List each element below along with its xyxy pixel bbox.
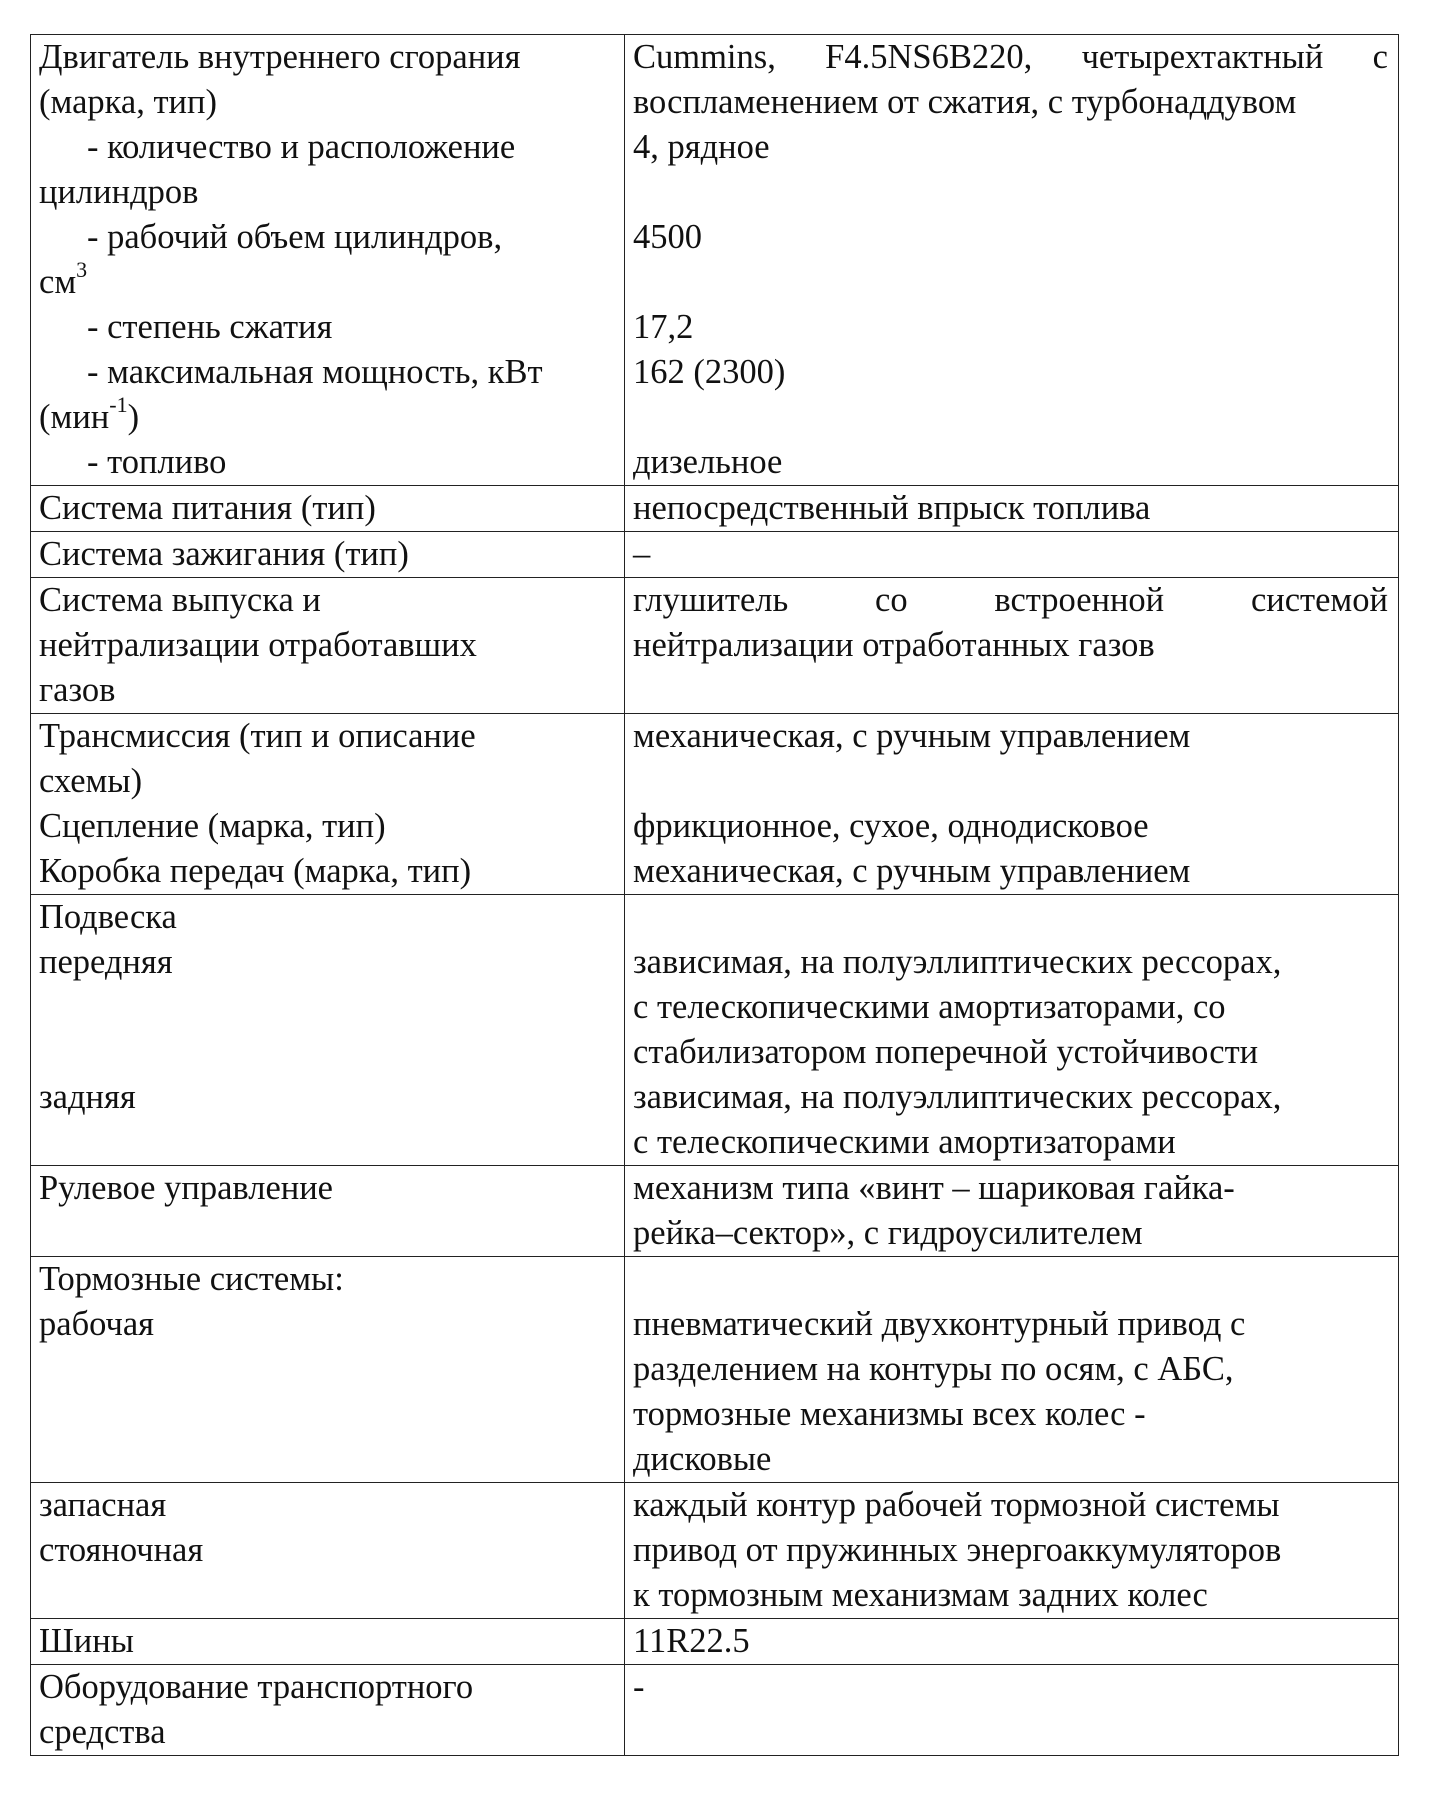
power-unit [39,391,614,440]
transmission-label: Трансмиссия (тип и описание [39,717,476,755]
exhaust-value-word: глушитель [633,581,789,619]
cylinders-value: 4, рядное [633,128,770,166]
table-row-suspension [31,895,1399,1166]
fuel-system-label-cell [31,486,625,532]
engine-label-cell [31,35,625,486]
engine-value [633,35,1388,80]
brakes-parking-label: стояночная [39,1531,204,1569]
suspension-rear-value: зависимая, на полуэллиптических рессорах, [633,1078,1282,1116]
displacement-value: 4500 [633,218,702,256]
engine-value-word: с [1372,38,1388,76]
steering-value-cell [625,1166,1399,1257]
power-unit-sup: -1 [109,391,128,417]
brakes-label-cell [31,1257,625,1483]
brakes-reserve-label-cell [31,1483,625,1619]
brakes-service-value: тормозные механизмы всех колес - [633,1395,1146,1433]
brakes-reserve-value: каждый контур рабочей тормозной системы [633,1486,1280,1524]
suspension-label: Подвеска [39,898,177,936]
clutch-label: Сцепление (марка, тип) [39,807,386,845]
table-row-brakes-reserve-parking [31,1483,1399,1619]
equipment-value-cell [625,1665,1399,1756]
fuel-system-value-cell [625,486,1399,532]
fuel-value: дизельное [633,443,783,481]
exhaust-value [633,578,1388,623]
engine-label: Двигатель внутреннего сгорания [39,38,521,76]
power-unit-open: (мин [39,398,110,436]
fuel-system-value: непосредственный впрыск топлива [633,489,1151,527]
equipment-label-cell [31,1665,625,1756]
suspension-value-cell [625,895,1399,1166]
exhaust-value-cont: нейтрализации отработанных газов [633,626,1155,664]
exhaust-value-word: со [875,581,908,619]
suspension-front-value: стабилизатором поперечной устойчивости [633,1033,1259,1071]
engine-value-cell [625,35,1399,486]
equipment-value: - [633,1668,645,1706]
engine-value-word: F4.5NS6B220, [825,38,1033,76]
exhaust-label-cell [31,578,625,714]
displacement-unit-base: см [39,263,77,301]
power-label: - максимальная мощность, кВт [87,353,543,391]
brakes-parking-value: к тормозным механизмам задних колес [633,1576,1208,1614]
vehicle-spec-table [30,34,1399,1756]
brakes-parking-value: привод от пружинных энергоаккумуляторов [633,1531,1282,1569]
exhaust-label: Система выпуска и [39,581,321,619]
steering-label: Рулевое управление [39,1169,333,1207]
suspension-front-value: с телескопическими амортизаторами, со [633,988,1226,1026]
table-row-ignition [31,532,1399,578]
table-row-tires [31,1619,1399,1665]
suspension-label-cell [31,895,625,1166]
ignition-label: Система зажигания (тип) [39,535,409,573]
compression-label: - степень сжатия [87,308,333,346]
table-row-transmission [31,714,1399,895]
clutch-value: фрикционное, сухое, однодисковое [633,807,1149,845]
suspension-front-value: зависимая, на полуэллиптических рессорах, [633,943,1282,981]
tires-value: 11R22.5 [633,1622,750,1660]
exhaust-label: нейтрализации отработавших [39,626,477,664]
compression-value: 17,2 [633,308,694,346]
steering-value: рейка–сектор», с гидроусилителем [633,1214,1143,1252]
displacement-unit [39,256,614,305]
steering-value: механизм типа «винт – шариковая гайка- [633,1169,1235,1207]
table-row-steering [31,1166,1399,1257]
brakes-service-value: разделением на контуры по осям, с АБС, [633,1350,1234,1388]
engine-value-word: четырехтактный [1081,38,1324,76]
tires-label: Шины [39,1622,134,1660]
brakes-reserve-value-cell [625,1483,1399,1619]
gearbox-label: Коробка передач (марка, тип) [39,852,472,890]
cylinders-label: - количество и расположение [87,128,516,166]
brakes-reserve-label: запасная [39,1486,167,1524]
engine-label-cont: (марка, тип) [39,83,217,121]
equipment-label: средства [39,1713,166,1751]
suspension-rear-label: задняя [39,1078,136,1116]
tires-value-cell [625,1619,1399,1665]
equipment-label: Оборудование транспортного [39,1668,474,1706]
tires-label-cell [31,1619,625,1665]
cylinders-label-cont: цилиндров [39,173,199,211]
suspension-front-label: передняя [39,943,173,981]
ignition-value: – [633,535,651,573]
fuel-label: - топливо [87,443,227,481]
brakes-service-value: дисковые [633,1440,772,1478]
exhaust-label: газов [39,671,116,709]
transmission-label-cell [31,714,625,895]
power-value: 162 (2300) [633,353,786,391]
gearbox-value: механическая, с ручным управлением [633,852,1191,890]
table-row-brakes [31,1257,1399,1483]
suspension-rear-value: с телескопическими амортизаторами [633,1123,1176,1161]
transmission-label: схемы) [39,762,143,800]
table-row-fuel-system [31,486,1399,532]
power-unit-close: ) [127,398,140,436]
table-row-exhaust [31,578,1399,714]
transmission-value: механическая, с ручным управлением [633,717,1191,755]
fuel-system-label: Система питания (тип) [39,489,376,527]
brakes-service-label: рабочая [39,1305,155,1343]
displacement-label: - рабочий объем цилиндров, [87,218,503,256]
displacement-unit-sup: 3 [76,256,88,282]
table-row-equipment [31,1665,1399,1756]
engine-value-word: Cummins, [633,38,776,76]
brakes-value-cell [625,1257,1399,1483]
ignition-label-cell [31,532,625,578]
exhaust-value-cell [625,578,1399,714]
brakes-service-value: пневматический двухконтурный привод с [633,1305,1246,1343]
steering-label-cell [31,1166,625,1257]
exhaust-value-word: системой [1250,581,1388,619]
table-row-engine [31,35,1399,486]
exhaust-value-word: встроенной [994,581,1165,619]
ignition-value-cell [625,532,1399,578]
brakes-label: Тормозные системы: [39,1260,344,1298]
transmission-value-cell [625,714,1399,895]
engine-value-cont: воспламенением от сжатия, с турбонаддувом [633,83,1297,121]
